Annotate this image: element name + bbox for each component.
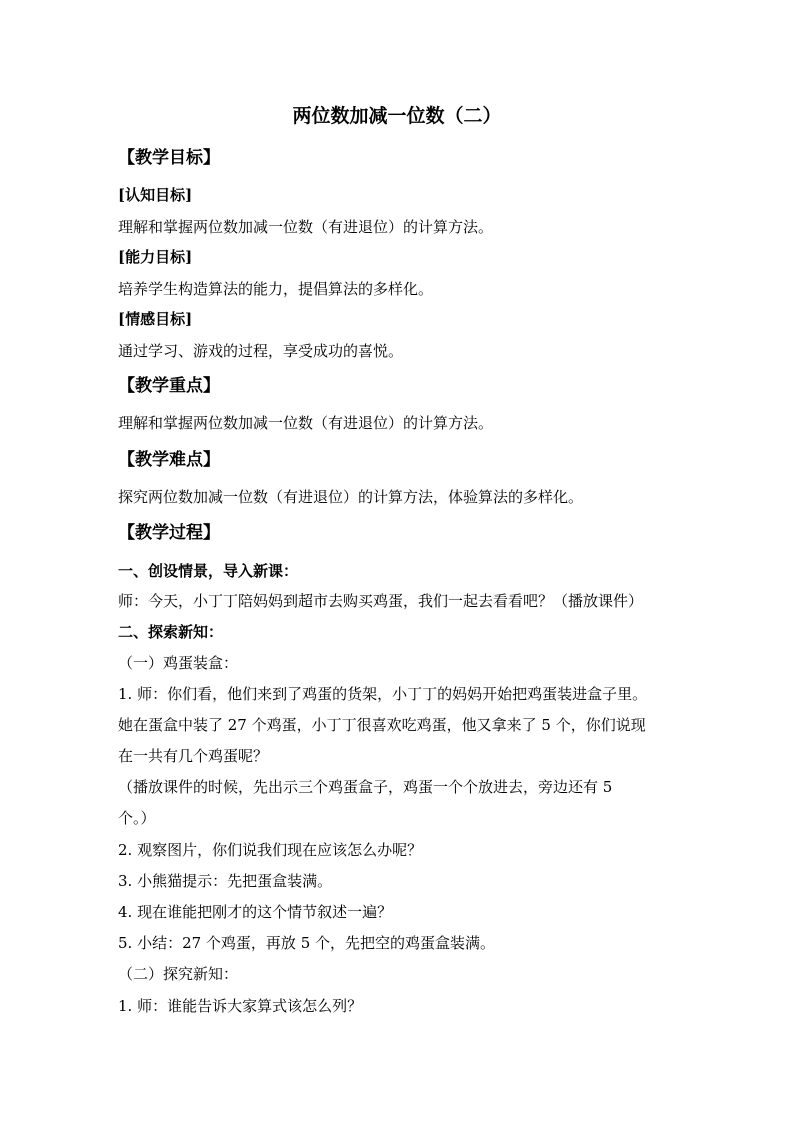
section-heading-key-points: 【教学重点】 <box>118 376 220 396</box>
subsection-heading: （二）探究新知： <box>118 965 239 983</box>
subheading-ability: [能力目标] <box>118 248 193 266</box>
paragraph: 她在蛋盒中装了 27 个鸡蛋，小丁丁很喜欢吃鸡蛋，他又拿来了 5 个，你们说现 <box>118 716 646 734</box>
subsection-heading: （一）鸡蛋装盒： <box>118 654 239 672</box>
section-heading-objectives: 【教学目标】 <box>118 148 220 168</box>
paragraph: 1. 师：你们看，他们来到了鸡蛋的货架，小丁丁的妈妈开始把鸡蛋装进盒子里。 <box>118 685 648 703</box>
paragraph: 理解和掌握两位数加减一位数（有进退位）的计算方法。 <box>118 414 494 432</box>
section-heading-difficulties: 【教学难点】 <box>118 450 220 470</box>
subheading-cognitive: [认知目标] <box>118 186 193 204</box>
paragraph: 在一共有几个鸡蛋呢？ <box>118 747 269 765</box>
document-title: 两位数加减一位数（二） <box>292 105 502 127</box>
paragraph: 4. 现在谁能把刚才的这个情节叙述一遍？ <box>118 903 393 921</box>
paragraph: 理解和掌握两位数加减一位数（有进退位）的计算方法。 <box>118 218 494 236</box>
step-heading-2: 二、探索新知： <box>118 623 224 641</box>
paragraph: 3. 小熊猫提示：先把蛋盒装满。 <box>118 872 333 890</box>
subheading-emotion: [情感目标] <box>118 310 193 328</box>
paragraph: 通过学习、游戏的过程，享受成功的喜悦。 <box>118 342 404 360</box>
paragraph: （播放课件的时候，先出示三个鸡蛋盒子，鸡蛋一个个放进去，旁边还有 5 <box>118 778 613 796</box>
paragraph: 5. 小结：27 个鸡蛋，再放 5 个，先把空的鸡蛋盒装满。 <box>118 934 496 952</box>
section-heading-process: 【教学过程】 <box>118 523 220 543</box>
paragraph: 探究两位数加减一位数（有进退位）的计算方法，体验算法的多样化。 <box>118 488 584 506</box>
paragraph: 2. 观察图片，你们说我们现在应该怎么办呢？ <box>118 841 423 859</box>
step-heading-1: 一、创设情景，导入新课： <box>118 562 299 580</box>
paragraph: 师：今天，小丁丁陪妈妈到超市去购买鸡蛋，我们一起去看看吧？（播放课件） <box>118 592 644 610</box>
paragraph: 培养学生构造算法的能力，提倡算法的多样化。 <box>118 280 434 298</box>
paragraph: 个。） <box>118 809 156 827</box>
paragraph: 1. 师：谁能告诉大家算式该怎么列？ <box>118 997 363 1015</box>
